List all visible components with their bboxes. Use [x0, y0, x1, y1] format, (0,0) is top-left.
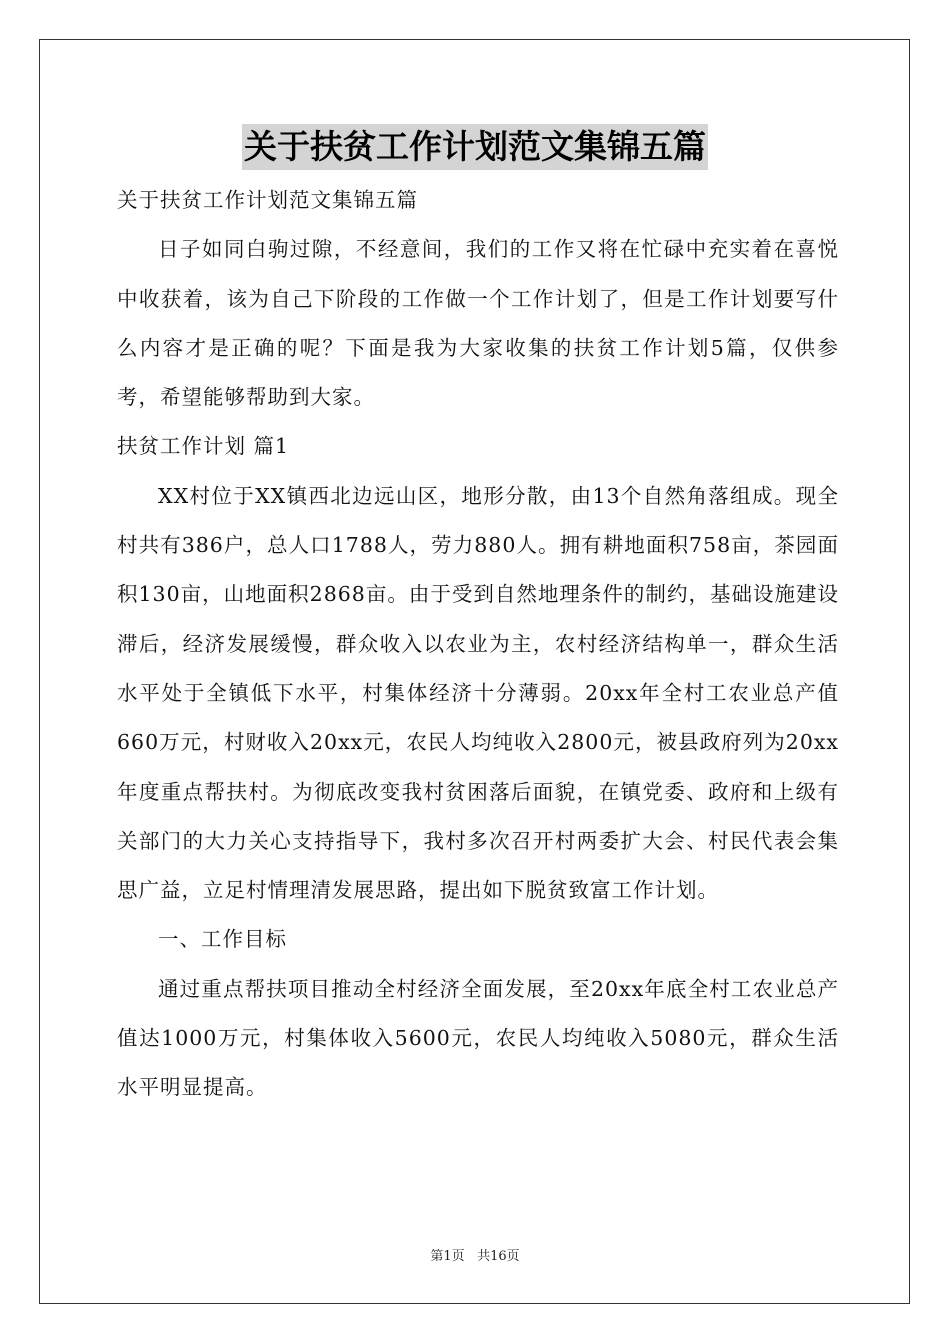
paragraph-subtitle: 关于扶贫工作计划范文集锦五篇 [117, 188, 418, 212]
document-body [117, 176, 839, 1113]
paragraph-village-overview: XX村位于XX镇西北边远山区，地形分散，由13个自然角落组成。现全村共有386户，总人口1788人，劳力880人。拥有耕地面积758亩，茶园面积130亩，山地面积2868亩。由于受到自然地理条件的制约，基础设施建设滞后，经济发展缓慢，群众收入以农业为主，农村经济结构单一，群众生活水平处于全镇低下水平，村集体经济十分薄弱。20xx年全村工农业总产值660万元，村财收入20xx元，农民人均纯收入2800元，被县政府列为20xx年度重点帮扶村。为彻底改变我村贫困落后面貌，在镇党委、政府和上级有关部门的大力关心支持指导下，我村多次召开村两委扩大会、村民代表会集思广益，立足村情理清发展思路，提出如下脱贫致富工作计划。 [117, 483, 839, 903]
title-container [0, 124, 950, 170]
section-heading: 扶贫工作计划 篇1 [117, 434, 290, 459]
page-total: 共16页 [477, 1249, 520, 1264]
paragraph-intro: 日子如同白驹过隙，不经意间，我们的工作又将在忙碌中充实着在喜悦中收获着，该为自己下阶段的工作做一个工作计划了，但是工作计划要写什么内容才是正确的呢？下面是我为大家收集的扶贫工作计划5篇，仅供参考，希望能够帮助到大家。 [117, 237, 839, 410]
page-number: 第1页 [430, 1249, 465, 1264]
page-footer [0, 1245, 950, 1264]
paragraph-goals: 通过重点帮扶项目推动全村经济全面发展，至20xx年底全村工农业总产值达1000万元，村集体收入5600元，农民人均纯收入5080元，群众生活水平明显提高。 [117, 976, 839, 1100]
document-title: 关于扶贫工作计划范文集锦五篇 [242, 124, 708, 170]
subsection-heading: 一、工作目标 [158, 927, 287, 952]
